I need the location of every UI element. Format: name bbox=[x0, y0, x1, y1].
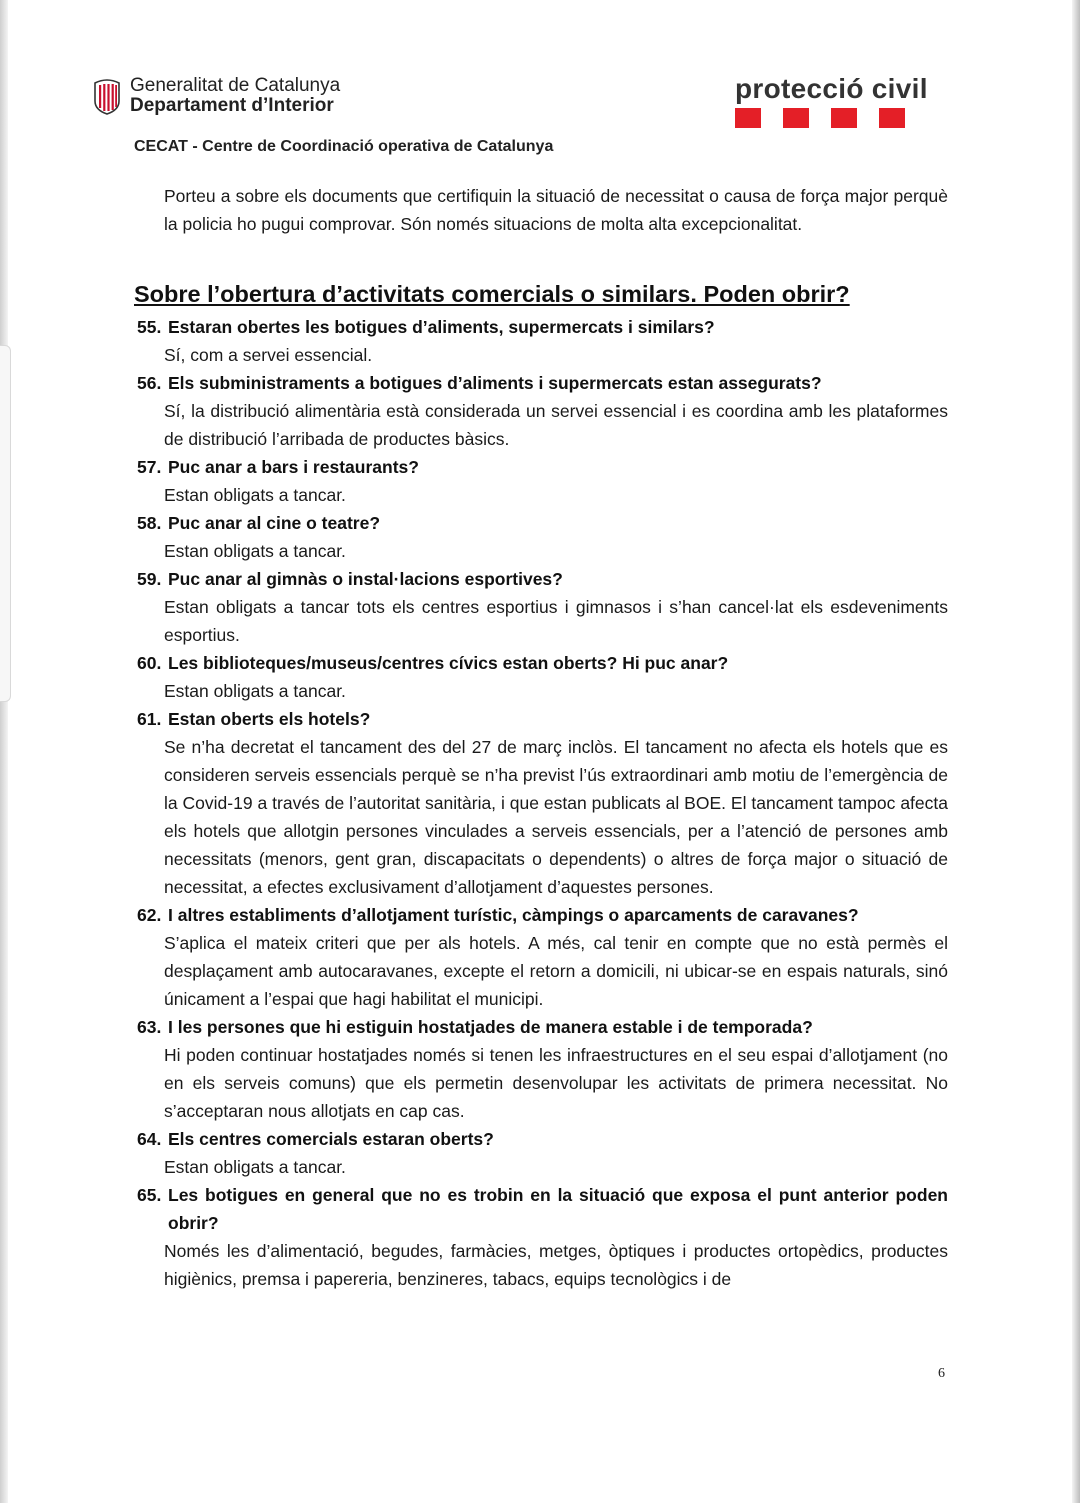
answer-text: Sí, la distribució alimentària està considerada un servei essencial i es coordina amb les plataformes de distribució l’arribada de productes bàsics. bbox=[164, 401, 948, 449]
answer-text: Estan obligats a tancar. bbox=[164, 541, 346, 561]
question-text: Puc anar al gimnàs o instal·lacions esportives? bbox=[168, 569, 563, 589]
question bbox=[137, 705, 948, 733]
brand-squares bbox=[735, 108, 928, 128]
question-text: Les biblioteques/museus/centres cívics estan oberts? Hi puc anar? bbox=[168, 653, 729, 673]
question bbox=[137, 369, 948, 397]
question-text: Els subministraments a botigues d’aliments i supermercats estan assegurats? bbox=[168, 373, 822, 393]
question-number: 57. bbox=[137, 457, 162, 477]
qa-item bbox=[134, 649, 948, 705]
brand-square bbox=[735, 108, 761, 128]
org-name: Generalitat de Catalunya bbox=[130, 75, 341, 96]
qa-item bbox=[134, 1125, 948, 1181]
qa-item bbox=[134, 565, 948, 649]
qa-item bbox=[134, 1013, 948, 1125]
brand-square bbox=[831, 108, 857, 128]
question-number: 55. bbox=[137, 317, 162, 337]
question-number: 64. bbox=[137, 1129, 162, 1149]
brand-title: protecció civil bbox=[735, 73, 928, 104]
intro-paragraph: Porteu a sobre els documents que certifiquin la situació de necessitat o causa de força major perquè la policia ho pugui comprovar. Són només situacions de molta alta excepcionalitat. bbox=[164, 186, 948, 234]
question bbox=[137, 1013, 948, 1041]
question-number: 59. bbox=[137, 569, 162, 589]
question bbox=[137, 453, 948, 481]
question-number: 58. bbox=[137, 513, 162, 533]
answer-text: Hi poden continuar hostatjades només si tenen les infraestructures en el seu espai d’allotjament (no en els serveis comuns) que els permetin desenvolupar les activitats de primera necessitat. No s’acceptaran nous allotjats en cap cas. bbox=[164, 1045, 948, 1121]
qa-item bbox=[134, 453, 948, 509]
question-text: Puc anar al cine o teatre? bbox=[168, 513, 381, 533]
question-number: 60. bbox=[137, 653, 162, 673]
question bbox=[137, 509, 948, 537]
question-text: Estaran obertes les botigues d’aliments, supermercats i similars? bbox=[168, 317, 715, 337]
answer-text: Sí, com a servei essencial. bbox=[164, 345, 373, 365]
question-text: Els centres comercials estaran oberts? bbox=[168, 1129, 494, 1149]
question-number: 65. bbox=[137, 1185, 162, 1205]
question-number: 62. bbox=[137, 905, 162, 925]
qa-list bbox=[134, 313, 948, 1293]
question-text: Puc anar a bars i restaurants? bbox=[168, 457, 419, 477]
qa-item bbox=[134, 369, 948, 453]
qa-item bbox=[134, 313, 948, 369]
proteccio-civil-logo bbox=[735, 74, 928, 128]
question-text: Estan oberts els hotels? bbox=[168, 709, 371, 729]
section-heading: Sobre l’obertura d’activitats comercials o similars. Poden obrir? bbox=[134, 281, 850, 307]
qa-item bbox=[134, 509, 948, 565]
question-text: I les persones que hi estiguin hostatjades de manera estable i de temporada? bbox=[168, 1017, 813, 1037]
brand-square bbox=[879, 108, 905, 128]
question-number: 63. bbox=[137, 1017, 162, 1037]
question-text: I altres establiments d’allotjament turístic, càmpings o aparcaments de caravanes? bbox=[168, 905, 859, 925]
document-subtitle: CECAT - Centre de Coordinació operativa de Catalunya bbox=[134, 138, 554, 155]
senyera-emblem-icon bbox=[92, 77, 122, 115]
question-number: 61. bbox=[137, 709, 162, 729]
qa-item bbox=[134, 1181, 948, 1293]
answer-text: Estan obligats a tancar. bbox=[164, 1157, 346, 1177]
page-edge-right bbox=[1072, 0, 1080, 1503]
question bbox=[137, 1181, 948, 1237]
side-pull-tab[interactable] bbox=[0, 345, 11, 702]
question bbox=[137, 565, 948, 593]
brand-square bbox=[783, 108, 809, 128]
qa-item bbox=[134, 705, 948, 901]
document-body bbox=[134, 182, 948, 1293]
generalitat-logo bbox=[92, 76, 340, 116]
qa-item bbox=[134, 901, 948, 1013]
question bbox=[137, 901, 948, 929]
page-number: 6 bbox=[938, 1366, 945, 1381]
department-name: Departament d’Interior bbox=[130, 95, 334, 116]
page-edge-left bbox=[0, 0, 8, 1503]
answer-text: Estan obligats a tancar. bbox=[164, 485, 346, 505]
answer-text: S’aplica el mateix criteri que per als hotels. A més, cal tenir en compte que no està permès el desplaçament amb autocaravanes, excepte el retorn a domicili, ni ubicar-se en espais naturals, sinó únicament a l’espai que hagi habilitat el municipi. bbox=[164, 933, 948, 1009]
question-number: 56. bbox=[137, 373, 162, 393]
answer-text: Se n’ha decretat el tancament des del 27 de març inclòs. El tancament no afecta els hotels que es consideren serveis essencials perquè se n’ha previst l’ús extraordinari amb motiu de l’emergència de la Covid-19 a través de l’autoritat sanitària, i que estan publicats al BOE. El tancament tampoc afecta els hotels que allotgin persones vinculades a serveis essencials, per a l’atenció de persones amb necessitats (menors, gent gran, discapacitats o dependents) o altres de força major o situació de necessitat, a efectes exclusivament d’allotjament d’aquestes persones. bbox=[164, 737, 948, 897]
answer-text: Només les d’alimentació, begudes, farmàcies, metges, òptiques i productes ortopèdics, productes higiènics, premsa i papereria, benzineres, tabacs, equips tecnològics i de bbox=[164, 1241, 948, 1289]
question bbox=[137, 313, 948, 341]
answer-text: Estan obligats a tancar. bbox=[164, 681, 346, 701]
question bbox=[137, 1125, 948, 1153]
answer-text: Estan obligats a tancar tots els centres esportius i gimnasos i s’han cancel·lat els esdeveniments esportius. bbox=[164, 597, 948, 645]
question bbox=[137, 649, 948, 677]
question-text: Les botigues en general que no es trobin en la situació que exposa el punt anterior poden obrir? bbox=[168, 1185, 948, 1233]
